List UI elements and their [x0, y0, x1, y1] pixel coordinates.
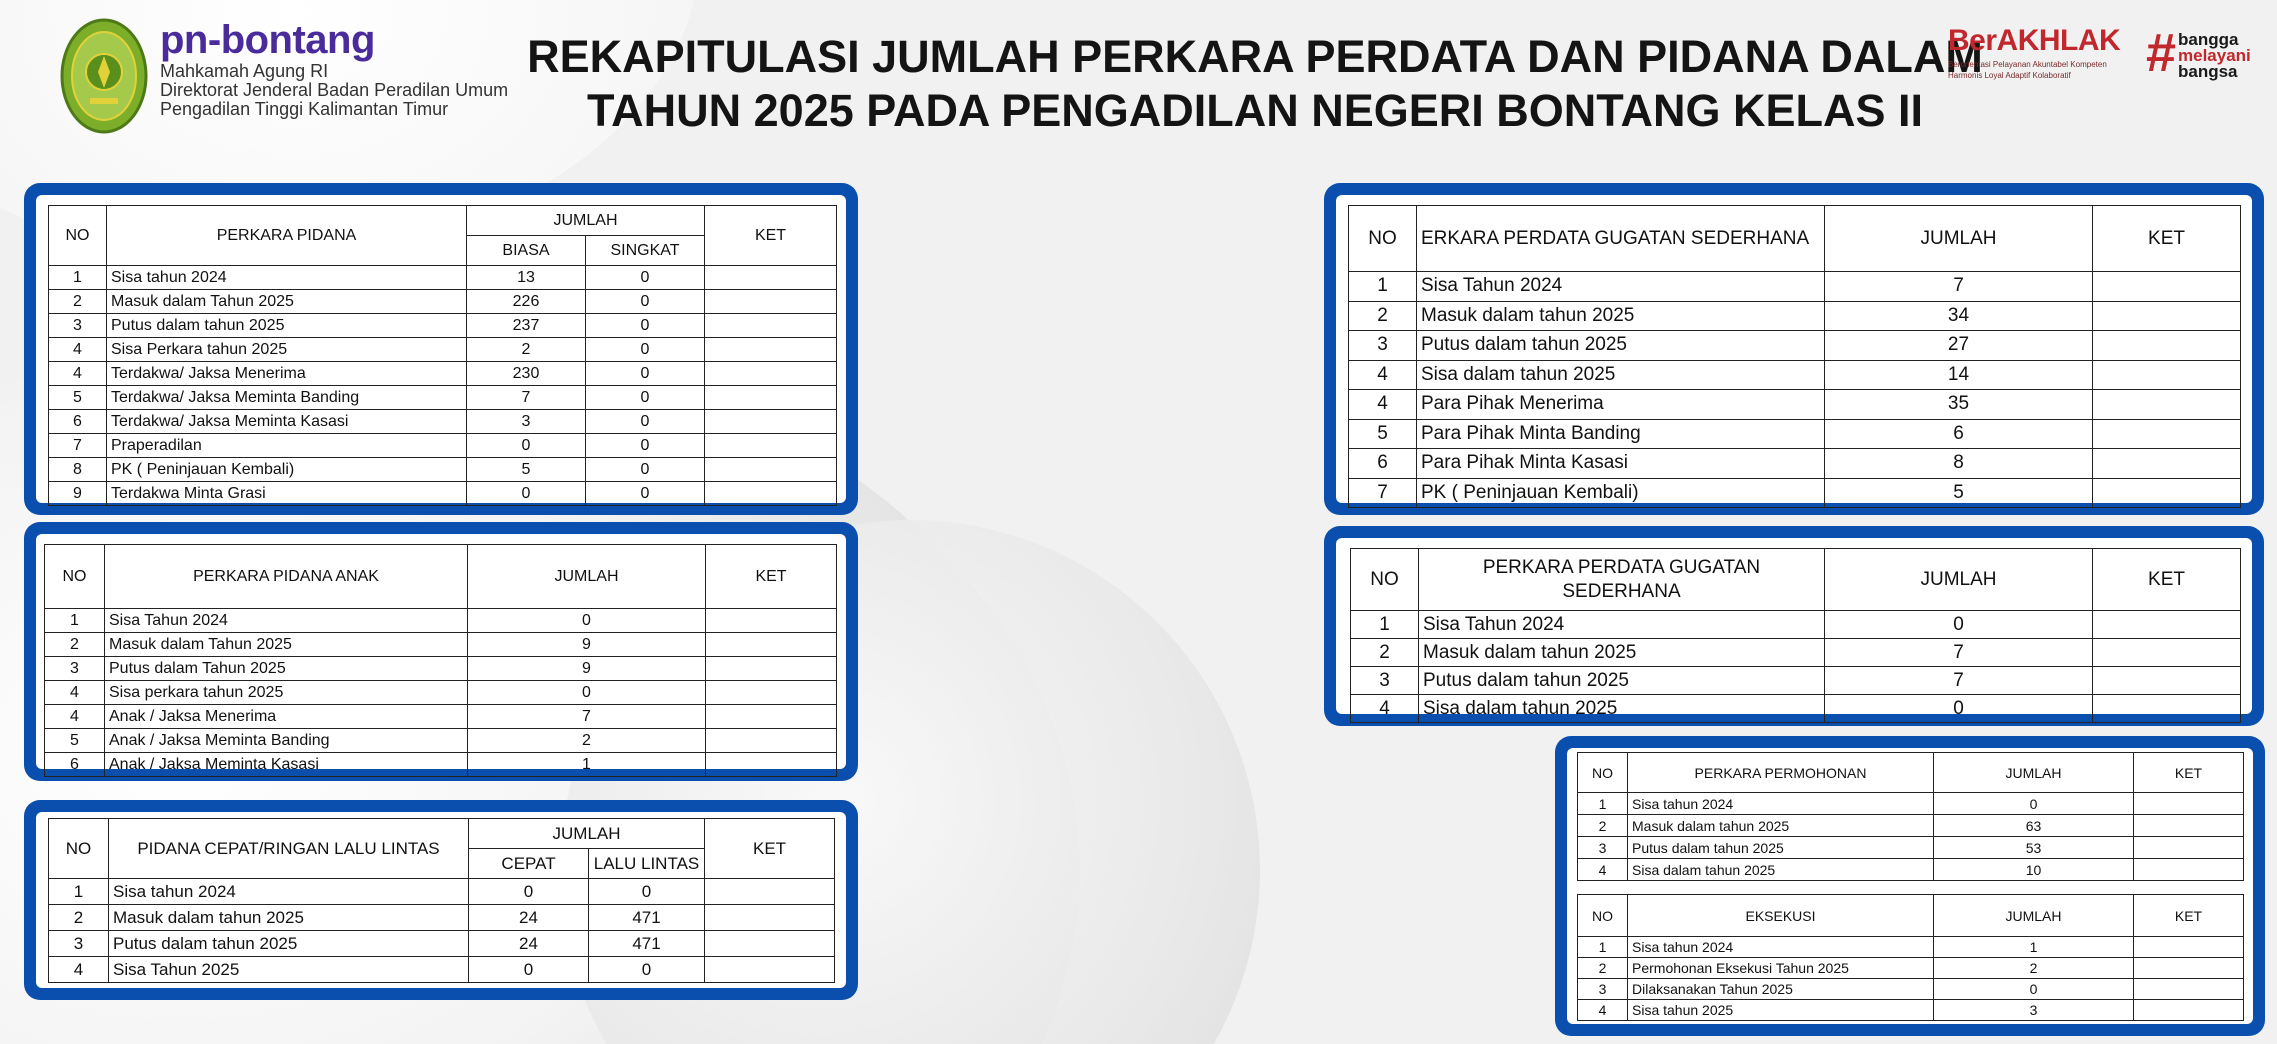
cell-no: 4 [45, 681, 105, 705]
header-jumlah: JUMLAH [469, 819, 705, 849]
cell-no: 2 [49, 905, 109, 931]
cell-no: 3 [1349, 331, 1417, 361]
bangga-melayani-bangsa-logo [2146, 23, 2256, 86]
panel-perkara-pidana-anak [24, 522, 858, 781]
cell-no: 3 [49, 314, 107, 338]
cell-ket [2093, 360, 2241, 390]
cell-no: 5 [49, 386, 107, 410]
cell-jumlah: 0 [1825, 611, 2093, 639]
cell-jumlah: 6 [1825, 419, 2093, 449]
cell-biasa: 0 [467, 434, 586, 458]
cell-label: Praperadilan [107, 434, 467, 458]
cell-no: 4 [49, 338, 107, 362]
cell-ket [2093, 478, 2241, 508]
table-row [1578, 837, 2244, 859]
cell-no: 3 [1351, 667, 1419, 695]
cell-singkat: 0 [586, 410, 705, 434]
cell-jumlah: 35 [1825, 390, 2093, 420]
cell-label: Anak / Jaksa Menerima [105, 705, 468, 729]
cell-ket [706, 681, 837, 705]
header-no: NO [1351, 549, 1419, 611]
cell-label: Permohonan Eksekusi Tahun 2025 [1628, 958, 1934, 979]
header-perkara: PERKARA PIDANA [107, 206, 467, 266]
cell-label: Putus dalam tahun 2025 [109, 931, 469, 957]
brand-name: pn-bontang [160, 18, 375, 62]
cell-biasa: 7 [467, 386, 586, 410]
table-row [45, 633, 837, 657]
cell-cepat: 0 [469, 957, 589, 983]
cell-label: Sisa Tahun 2025 [109, 957, 469, 983]
table-row [1349, 360, 2241, 390]
table-row [1578, 815, 2244, 837]
header-perkara: PERKARA PIDANA ANAK [105, 545, 468, 609]
table-row [49, 338, 837, 362]
cell-no: 2 [1351, 639, 1419, 667]
cell-no: 7 [49, 434, 107, 458]
cell-singkat: 0 [586, 314, 705, 338]
header-no: NO [1349, 206, 1417, 272]
cell-jumlah: 7 [1825, 667, 2093, 695]
brand-line: Mahkamah Agung RI [160, 61, 329, 81]
cell-label: Sisa Tahun 2024 [1419, 611, 1825, 639]
cell-label: Para Pihak Minta Banding [1417, 419, 1825, 449]
cell-lalu: 471 [589, 905, 705, 931]
cell-label: Putus dalam tahun 2025 [1419, 667, 1825, 695]
cell-ket [705, 386, 837, 410]
cell-label: Terdakwa/ Jaksa Menerima [107, 362, 467, 386]
cell-no: 3 [1578, 837, 1628, 859]
cell-no: 1 [1351, 611, 1419, 639]
cell-no: 8 [49, 458, 107, 482]
cell-no: 1 [1578, 937, 1628, 958]
cell-no: 2 [1578, 958, 1628, 979]
cell-label: Anak / Jaksa Meminta Banding [105, 729, 468, 753]
cell-ket [2134, 958, 2244, 979]
cell-singkat: 0 [586, 434, 705, 458]
cell-jumlah: 1 [468, 753, 706, 777]
cell-no: 9 [49, 482, 107, 506]
header-perkara: ERKARA PERDATA GUGATAN SEDERHANA [1417, 206, 1825, 272]
table-row [1578, 937, 2244, 958]
cell-ket [705, 362, 837, 386]
cell-no: 4 [1349, 390, 1417, 420]
table-row [49, 879, 835, 905]
table-perdata-gugatan [1348, 205, 2241, 508]
cell-singkat: 0 [586, 458, 705, 482]
cell-label: Putus dalam Tahun 2025 [105, 657, 468, 681]
cell-ket [2093, 331, 2241, 361]
table-row [45, 609, 837, 633]
cell-jumlah: 2 [1934, 958, 2134, 979]
cell-no: 6 [1349, 449, 1417, 479]
cell-biasa: 5 [467, 458, 586, 482]
header-jumlah: JUMLAH [467, 206, 705, 236]
cell-lalu: 0 [589, 879, 705, 905]
cell-label: Putus dalam tahun 2025 [107, 314, 467, 338]
cell-jumlah: 53 [1934, 837, 2134, 859]
cell-label: Sisa Tahun 2024 [105, 609, 468, 633]
cell-no: 5 [1349, 419, 1417, 449]
cell-lalu: 0 [589, 957, 705, 983]
cell-no: 2 [1578, 815, 1628, 837]
cell-label: Terdakwa Minta Grasi [107, 482, 467, 506]
cell-label: PK ( Peninjauan Kembali) [107, 458, 467, 482]
cell-jumlah: 3 [1934, 1000, 2134, 1021]
cell-no: 4 [1578, 1000, 1628, 1021]
header-perkara: PERKARA PERMOHONAN [1628, 753, 1934, 793]
table-row [1349, 272, 2241, 302]
cell-jumlah: 63 [1934, 815, 2134, 837]
cell-no: 2 [1349, 301, 1417, 331]
table-row [49, 362, 837, 386]
table-row [49, 931, 835, 957]
panel-permohonan-eksekusi [1555, 736, 2265, 1036]
cell-no: 4 [1578, 859, 1628, 881]
cell-ket [705, 458, 837, 482]
brand-block [160, 18, 508, 119]
header-no: NO [45, 545, 105, 609]
table-row [1578, 958, 2244, 979]
cell-lalu: 471 [589, 931, 705, 957]
cell-no: 1 [45, 609, 105, 633]
cell-label: Sisa dalam tahun 2025 [1419, 695, 1825, 723]
cell-no: 4 [49, 362, 107, 386]
table-row [1349, 478, 2241, 508]
berakhlak-wordmark: BerAKHLAK [1948, 24, 2121, 57]
cell-label: Sisa tahun 2024 [1628, 937, 1934, 958]
header-no: NO [49, 819, 109, 879]
cell-no: 3 [49, 931, 109, 957]
header-singkat: SINGKAT [586, 236, 705, 266]
berakhlak-tagline: Harmonis Loyal Adaptif Kolaboratif [1948, 71, 2071, 80]
panel-perkara-pidana [24, 183, 858, 515]
table-row [45, 705, 837, 729]
cell-no: 4 [1351, 695, 1419, 723]
cell-no: 4 [49, 957, 109, 983]
table-row [45, 681, 837, 705]
table-row [45, 729, 837, 753]
cell-ket [705, 290, 837, 314]
cell-no: 7 [1349, 478, 1417, 508]
panel-pidana-lalu-lintas [24, 800, 858, 1000]
cell-ket [705, 931, 835, 957]
cell-ket [705, 905, 835, 931]
panel-perdata-sederhana [1324, 526, 2264, 726]
hashtag-icon: # [2146, 23, 2177, 83]
cell-label: Putus dalam tahun 2025 [1628, 837, 1934, 859]
table-eksekusi [1577, 894, 2244, 1021]
cell-cepat: 0 [469, 879, 589, 905]
cell-ket [705, 314, 837, 338]
cell-ket [2093, 390, 2241, 420]
table-row [49, 386, 837, 410]
cell-label: PK ( Peninjauan Kembali) [1417, 478, 1825, 508]
cell-label: Terdakwa/ Jaksa Meminta Kasasi [107, 410, 467, 434]
header-biasa: BIASA [467, 236, 586, 266]
table-row [1349, 419, 2241, 449]
table-perkara-pidana-anak [44, 544, 837, 777]
page-title [520, 30, 1990, 138]
cell-jumlah: 27 [1825, 331, 2093, 361]
cell-ket [705, 266, 837, 290]
table-row [1351, 695, 2241, 723]
header-no: NO [1578, 753, 1628, 793]
cell-label: Sisa tahun 2024 [107, 266, 467, 290]
cell-biasa: 3 [467, 410, 586, 434]
cell-ket [705, 338, 837, 362]
header-ket: KET [705, 819, 835, 879]
bangga-word: melayani [2178, 46, 2251, 65]
cell-ket [2134, 837, 2244, 859]
cell-label: Masuk dalam tahun 2025 [1417, 301, 1825, 331]
cell-no: 3 [45, 657, 105, 681]
cell-ket [705, 482, 837, 506]
header-ket: KET [705, 206, 837, 266]
table-row [45, 657, 837, 681]
table-row [1351, 611, 2241, 639]
header-ket: KET [706, 545, 837, 609]
cell-biasa: 237 [467, 314, 586, 338]
cell-jumlah: 9 [468, 633, 706, 657]
cell-ket [706, 753, 837, 777]
header-perkara: PIDANA CEPAT/RINGAN LALU LINTAS [109, 819, 469, 879]
page-title-line: REKAPITULASI JUMLAH PERKARA PERDATA DAN PIDANA DALAM [527, 31, 1983, 82]
table-pidana-lalu-lintas [48, 818, 835, 983]
cell-label: Dilaksanakan Tahun 2025 [1628, 979, 1934, 1000]
cell-label: Masuk dalam tahun 2025 [1628, 815, 1934, 837]
cell-jumlah: 8 [1825, 449, 2093, 479]
table-row [1349, 449, 2241, 479]
table-row [49, 266, 837, 290]
cell-no: 3 [1578, 979, 1628, 1000]
table-row [1349, 301, 2241, 331]
cell-ket [2093, 449, 2241, 479]
cell-singkat: 0 [586, 266, 705, 290]
cell-cepat: 24 [469, 931, 589, 957]
cell-ket [2093, 695, 2241, 723]
cell-ket [2093, 272, 2241, 302]
cell-label: Sisa Tahun 2024 [1417, 272, 1825, 302]
table-row [1578, 859, 2244, 881]
cell-label: Putus dalam tahun 2025 [1417, 331, 1825, 361]
cell-no: 4 [1349, 360, 1417, 390]
cell-ket [2134, 815, 2244, 837]
cell-label: Para Pihak Minta Kasasi [1417, 449, 1825, 479]
cell-label: Sisa tahun 2024 [1628, 793, 1934, 815]
cell-biasa: 13 [467, 266, 586, 290]
cell-ket [2134, 1000, 2244, 1021]
header-ket: KET [2134, 895, 2244, 937]
berakhlak-logo [1948, 24, 2138, 96]
berakhlak-tagline: Berorientasi Pelayanan Akuntabel Kompeten [1948, 60, 2107, 69]
panel-perdata-gugatan [1324, 183, 2264, 515]
header-jumlah: JUMLAH [1825, 206, 2093, 272]
cell-no: 6 [45, 753, 105, 777]
header-jumlah: JUMLAH [1934, 895, 2134, 937]
cell-label: Masuk dalam Tahun 2025 [107, 290, 467, 314]
mahkamah-agung-logo [60, 18, 148, 134]
cell-label: Sisa perkara tahun 2025 [105, 681, 468, 705]
table-row [49, 290, 837, 314]
cell-ket [2134, 859, 2244, 881]
cell-jumlah: 7 [468, 705, 706, 729]
header-no: NO [49, 206, 107, 266]
cell-no: 2 [49, 290, 107, 314]
table-perdata-sederhana [1350, 548, 2241, 723]
cell-ket [705, 879, 835, 905]
cell-singkat: 0 [586, 290, 705, 314]
cell-jumlah: 7 [1825, 639, 2093, 667]
cell-jumlah: 9 [468, 657, 706, 681]
cell-ket [706, 633, 837, 657]
cell-jumlah: 5 [1825, 478, 2093, 508]
cell-no: 5 [45, 729, 105, 753]
table-row [1351, 639, 2241, 667]
header-ket: KET [2093, 549, 2241, 611]
table-row [45, 753, 837, 777]
cell-jumlah: 14 [1825, 360, 2093, 390]
table-row [49, 482, 837, 506]
cell-no: 1 [49, 266, 107, 290]
table-row [49, 410, 837, 434]
cell-label: Sisa tahun 2025 [1628, 1000, 1934, 1021]
cell-no: 1 [1578, 793, 1628, 815]
table-row [49, 314, 837, 338]
cell-singkat: 0 [586, 482, 705, 506]
table-row [49, 957, 835, 983]
cell-label: Masuk dalam tahun 2025 [1419, 639, 1825, 667]
cell-ket [2134, 793, 2244, 815]
cell-label: Masuk dalam Tahun 2025 [105, 633, 468, 657]
header-cepat: CEPAT [469, 849, 589, 879]
cell-label: Sisa dalam tahun 2025 [1417, 360, 1825, 390]
cell-singkat: 0 [586, 338, 705, 362]
cell-ket [706, 705, 837, 729]
cell-label: Anak / Jaksa Meminta Kasasi [105, 753, 468, 777]
cell-biasa: 2 [467, 338, 586, 362]
bangga-word: bangga [2178, 30, 2239, 49]
cell-singkat: 0 [586, 386, 705, 410]
table-row [1349, 390, 2241, 420]
bangga-word: bangsa [2178, 62, 2238, 81]
cell-ket [705, 957, 835, 983]
cell-jumlah: 0 [468, 609, 706, 633]
cell-label: Terdakwa/ Jaksa Meminta Banding [107, 386, 467, 410]
table-row [1349, 331, 2241, 361]
table-row [1578, 979, 2244, 1000]
brand-line: Direktorat Jenderal Badan Peradilan Umum [160, 80, 509, 100]
cell-no: 4 [45, 705, 105, 729]
cell-jumlah: 0 [1825, 695, 2093, 723]
cell-ket [2093, 419, 2241, 449]
cell-label: Sisa tahun 2024 [109, 879, 469, 905]
cell-biasa: 230 [467, 362, 586, 386]
cell-jumlah: 1 [1934, 937, 2134, 958]
cell-biasa: 0 [467, 482, 586, 506]
header-perkara [1419, 549, 1825, 611]
cell-jumlah: 10 [1934, 859, 2134, 881]
cell-jumlah: 2 [468, 729, 706, 753]
cell-ket [706, 657, 837, 681]
cell-no: 2 [45, 633, 105, 657]
cell-label: Sisa dalam tahun 2025 [1628, 859, 1934, 881]
cell-no: 1 [49, 879, 109, 905]
table-row [1578, 793, 2244, 815]
header-perkara-label: PERKARA PERDATA GUGATAN SEDERHANA [1482, 556, 1761, 602]
cell-label: Sisa Perkara tahun 2025 [107, 338, 467, 362]
header-jumlah: JUMLAH [1934, 753, 2134, 793]
header-perkara: EKSEKUSI [1628, 895, 1934, 937]
cell-jumlah: 34 [1825, 301, 2093, 331]
table-perkara-permohonan [1577, 752, 2244, 881]
cell-cepat: 24 [469, 905, 589, 931]
cell-biasa: 226 [467, 290, 586, 314]
cell-ket [2093, 301, 2241, 331]
cell-ket [2134, 979, 2244, 1000]
header-ket: KET [2134, 753, 2244, 793]
table-perkara-pidana [48, 205, 837, 506]
header-jumlah: JUMLAH [468, 545, 706, 609]
header-lalu-lintas: LALU LINTAS [589, 849, 705, 879]
table-row [49, 458, 837, 482]
table-row [1351, 667, 2241, 695]
table-row [49, 905, 835, 931]
cell-ket [706, 609, 837, 633]
page-title-line: TAHUN 2025 PADA PENGADILAN NEGERI BONTANG KELAS II [587, 85, 1923, 136]
cell-label: Para Pihak Menerima [1417, 390, 1825, 420]
cell-no: 6 [49, 410, 107, 434]
cell-ket [2093, 611, 2241, 639]
cell-singkat: 0 [586, 362, 705, 386]
cell-ket [706, 729, 837, 753]
brand-line: Pengadilan Tinggi Kalimantan Timur [160, 99, 449, 119]
cell-jumlah: 0 [1934, 793, 2134, 815]
cell-jumlah: 0 [1934, 979, 2134, 1000]
cell-no: 1 [1349, 272, 1417, 302]
cell-ket [2093, 639, 2241, 667]
cell-jumlah: 7 [1825, 272, 2093, 302]
table-row [49, 434, 837, 458]
cell-ket [705, 434, 837, 458]
cell-ket [705, 410, 837, 434]
cell-jumlah: 0 [468, 681, 706, 705]
header-jumlah: JUMLAH [1825, 549, 2093, 611]
cell-ket [2093, 667, 2241, 695]
cell-label: Masuk dalam tahun 2025 [109, 905, 469, 931]
table-row [1578, 1000, 2244, 1021]
header-no: NO [1578, 895, 1628, 937]
header-ket: KET [2093, 206, 2241, 272]
cell-ket [2134, 937, 2244, 958]
